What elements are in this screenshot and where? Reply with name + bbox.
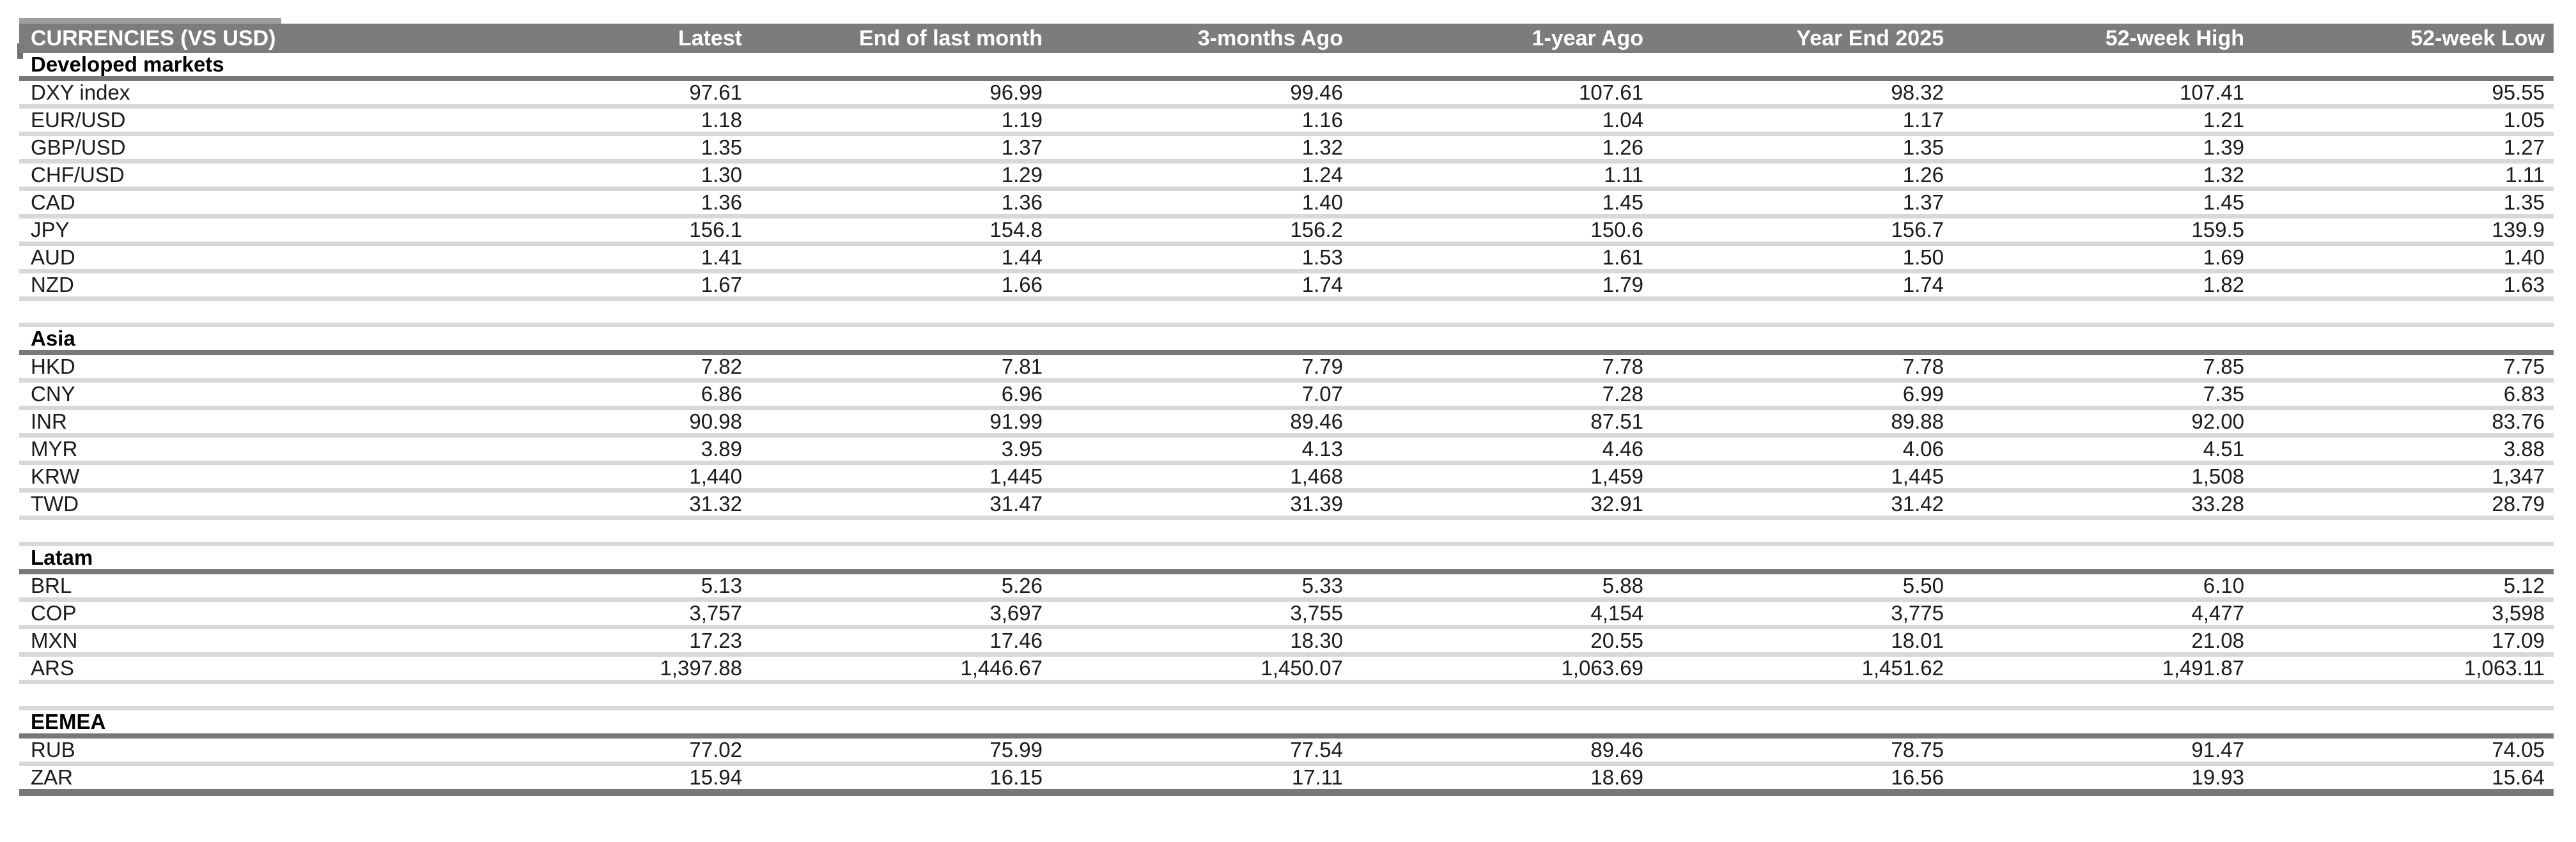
section-spacer-row [19, 682, 2554, 708]
cell-value: 1,459 [1352, 463, 1652, 491]
cell-value: 18.69 [1352, 764, 1652, 793]
cell-value: 1.40 [2253, 244, 2554, 272]
cell-value: 18.30 [1051, 627, 1352, 655]
cell-value: 1.26 [1652, 162, 1953, 189]
cell-value: 5.33 [1051, 572, 1352, 600]
table-row [19, 655, 2554, 682]
cell-value: 97.61 [451, 79, 751, 107]
cell-value: 3,697 [751, 600, 1051, 627]
cell-value: 89.46 [1352, 736, 1652, 764]
cell-value: 1.66 [751, 272, 1051, 299]
header-row [19, 24, 2554, 53]
row-label: ARS [19, 655, 451, 682]
cell-value: 5.88 [1352, 572, 1652, 600]
cell-value: 15.94 [451, 764, 751, 793]
table-row [19, 189, 2554, 217]
row-label: INR [19, 408, 451, 436]
cell-value: 5.13 [451, 572, 751, 600]
cell-value: 1.74 [1652, 272, 1953, 299]
cell-value: 3,755 [1051, 600, 1352, 627]
table-row [19, 353, 2554, 381]
cell-value: 89.46 [1051, 408, 1352, 436]
cell-value: 156.2 [1051, 217, 1352, 244]
cell-value: 20.55 [1352, 627, 1652, 655]
cell-value: 5.26 [751, 572, 1051, 600]
cell-value: 83.76 [2253, 408, 2554, 436]
cell-value: 6.96 [751, 381, 1051, 408]
column-header: 3-months Ago [1051, 24, 1352, 53]
table-row [19, 272, 2554, 299]
cell-value: 1.79 [1352, 272, 1652, 299]
cell-value: 33.28 [1953, 491, 2253, 518]
cell-value: 31.39 [1051, 491, 1352, 518]
cell-value: 3.88 [2253, 436, 2554, 463]
cell-value: 31.47 [751, 491, 1051, 518]
row-label: AUD [19, 244, 451, 272]
cell-value: 7.79 [1051, 353, 1352, 381]
row-label: MYR [19, 436, 451, 463]
row-label: KRW [19, 463, 451, 491]
cell-value: 1.37 [751, 134, 1051, 162]
cell-value: 89.88 [1652, 408, 1953, 436]
cell-value: 7.82 [451, 353, 751, 381]
cell-value: 4.13 [1051, 436, 1352, 463]
column-header: Latest [451, 24, 751, 53]
cell-value: 1.74 [1051, 272, 1352, 299]
cell-value: 1,063.69 [1352, 655, 1652, 682]
cell-value: 139.9 [2253, 217, 2554, 244]
table-row [19, 736, 2554, 764]
cell-value: 1.16 [1051, 107, 1352, 134]
cell-value: 6.10 [1953, 572, 2253, 600]
cell-value: 5.50 [1652, 572, 1953, 600]
cell-value: 91.47 [1953, 736, 2253, 764]
table-row [19, 463, 2554, 491]
cell-value: 99.46 [1051, 79, 1352, 107]
section-spacer [19, 518, 2554, 544]
cell-value: 5.12 [2253, 572, 2554, 600]
cell-value: 3,598 [2253, 600, 2554, 627]
cell-value: 1.35 [2253, 189, 2554, 217]
cell-value: 6.99 [1652, 381, 1953, 408]
cell-value: 1.24 [1051, 162, 1352, 189]
table-row [19, 764, 2554, 793]
table-header [19, 24, 2554, 53]
cell-value: 74.05 [2253, 736, 2554, 764]
row-label: JPY [19, 217, 451, 244]
cell-value: 7.75 [2253, 353, 2554, 381]
cell-value: 1,445 [1652, 463, 1953, 491]
row-label: EUR/USD [19, 107, 451, 134]
row-label: COP [19, 600, 451, 627]
cell-value: 7.35 [1953, 381, 2253, 408]
table-body [19, 53, 2554, 793]
section-title: Asia [19, 325, 2554, 353]
cell-value: 95.55 [2253, 79, 2554, 107]
cell-value: 1.41 [451, 244, 751, 272]
column-header: Year End 2025 [1652, 24, 1953, 53]
section-row [19, 708, 2554, 737]
cell-value: 1.19 [751, 107, 1051, 134]
column-header: 52-week Low [2253, 24, 2554, 53]
cell-value: 16.15 [751, 764, 1051, 793]
cell-value: 1.44 [751, 244, 1051, 272]
cell-value: 1.37 [1652, 189, 1953, 217]
cell-value: 1.11 [2253, 162, 2554, 189]
column-header: 52-week High [1953, 24, 2253, 53]
cell-value: 18.01 [1652, 627, 1953, 655]
cell-value: 87.51 [1352, 408, 1652, 436]
table-row [19, 408, 2554, 436]
cell-value: 107.61 [1352, 79, 1652, 107]
cell-value: 16.56 [1652, 764, 1953, 793]
cell-value: 91.99 [751, 408, 1051, 436]
cell-value: 7.81 [751, 353, 1051, 381]
cell-value: 1.27 [2253, 134, 2554, 162]
cell-value: 1.40 [1051, 189, 1352, 217]
cell-value: 154.8 [751, 217, 1051, 244]
table-row [19, 491, 2554, 518]
cell-value: 90.98 [451, 408, 751, 436]
cell-value: 1,063.11 [2253, 655, 2554, 682]
cell-value: 28.79 [2253, 491, 2554, 518]
cell-value: 1.53 [1051, 244, 1352, 272]
cell-value: 1.61 [1352, 244, 1652, 272]
row-label: TWD [19, 491, 451, 518]
cell-value: 19.93 [1953, 764, 2253, 793]
cell-value: 92.00 [1953, 408, 2253, 436]
cell-value: 6.83 [2253, 381, 2554, 408]
cell-value: 1,451.62 [1652, 655, 1953, 682]
cell-value: 77.54 [1051, 736, 1352, 764]
cell-value: 17.46 [751, 627, 1051, 655]
cell-value: 1.35 [1652, 134, 1953, 162]
section-spacer [19, 682, 2554, 708]
row-label: MXN [19, 627, 451, 655]
table-row [19, 600, 2554, 627]
cell-value: 1.67 [451, 272, 751, 299]
column-header: End of last month [751, 24, 1051, 53]
cell-value: 17.09 [2253, 627, 2554, 655]
column-header-currencies: CURRENCIES (VS USD) [19, 24, 451, 53]
cell-value: 3.95 [751, 436, 1051, 463]
cell-value: 1.50 [1652, 244, 1953, 272]
cell-value: 15.64 [2253, 764, 2554, 793]
section-row [19, 53, 2554, 79]
cell-value: 1.21 [1953, 107, 2253, 134]
cell-value: 1.36 [451, 189, 751, 217]
cell-value: 1.32 [1051, 134, 1352, 162]
cell-value: 6.86 [451, 381, 751, 408]
table-row [19, 217, 2554, 244]
cell-value: 3,757 [451, 600, 751, 627]
row-label: NZD [19, 272, 451, 299]
cell-value: 1,445 [751, 463, 1051, 491]
cell-value: 7.28 [1352, 381, 1652, 408]
cell-value: 1.17 [1652, 107, 1953, 134]
row-label: HKD [19, 353, 451, 381]
table-row [19, 627, 2554, 655]
cell-value: 1.69 [1953, 244, 2253, 272]
cell-value: 1.63 [2253, 272, 2554, 299]
cell-value: 159.5 [1953, 217, 2253, 244]
section-row [19, 325, 2554, 353]
cell-value: 1.45 [1352, 189, 1652, 217]
cell-value: 1.05 [2253, 107, 2554, 134]
cell-value: 156.7 [1652, 217, 1953, 244]
cell-value: 1.35 [451, 134, 751, 162]
cell-value: 3,775 [1652, 600, 1953, 627]
cell-value: 1.29 [751, 162, 1051, 189]
cell-value: 78.75 [1652, 736, 1953, 764]
section-title: Latam [19, 544, 2554, 572]
table-row [19, 572, 2554, 600]
cell-value: 75.99 [751, 736, 1051, 764]
cell-value: 1,508 [1953, 463, 2253, 491]
cell-value: 17.11 [1051, 764, 1352, 793]
column-header: 1-year Ago [1352, 24, 1652, 53]
section-spacer [19, 299, 2554, 325]
row-label: DXY index [19, 79, 451, 107]
cell-value: 107.41 [1953, 79, 2253, 107]
cell-value: 7.85 [1953, 353, 2253, 381]
table-row [19, 436, 2554, 463]
cell-value: 1.45 [1953, 189, 2253, 217]
table-row [19, 134, 2554, 162]
cell-value: 7.07 [1051, 381, 1352, 408]
table-row [19, 244, 2554, 272]
cell-value: 1.18 [451, 107, 751, 134]
table-row [19, 381, 2554, 408]
cell-value: 1.26 [1352, 134, 1652, 162]
table-row [19, 162, 2554, 189]
row-label: GBP/USD [19, 134, 451, 162]
cell-value: 1,450.07 [1051, 655, 1352, 682]
cell-value: 32.91 [1352, 491, 1652, 518]
row-label: CAD [19, 189, 451, 217]
cell-value: 77.02 [451, 736, 751, 764]
cell-value: 4.51 [1953, 436, 2253, 463]
cell-value: 1.36 [751, 189, 1051, 217]
cell-value: 1,446.67 [751, 655, 1051, 682]
cell-value: 1.04 [1352, 107, 1652, 134]
cell-value: 1.11 [1352, 162, 1652, 189]
cell-value: 96.99 [751, 79, 1051, 107]
cell-value: 1,468 [1051, 463, 1352, 491]
cell-value: 156.1 [451, 217, 751, 244]
row-label: BRL [19, 572, 451, 600]
cell-value: 31.42 [1652, 491, 1953, 518]
top-edge-artifact [19, 18, 281, 24]
section-row [19, 544, 2554, 572]
cell-value: 1,491.87 [1953, 655, 2253, 682]
cell-value: 1.30 [451, 162, 751, 189]
section-title: Developed markets [19, 53, 2554, 79]
cell-value: 3.89 [451, 436, 751, 463]
cell-value: 31.32 [451, 491, 751, 518]
currencies-table [19, 24, 2554, 796]
section-spacer-row [19, 518, 2554, 544]
cell-value: 1.32 [1953, 162, 2253, 189]
cell-value: 7.78 [1352, 353, 1652, 381]
cell-value: 1.82 [1953, 272, 2253, 299]
row-label: RUB [19, 736, 451, 764]
cell-value: 150.6 [1352, 217, 1652, 244]
cell-value: 1,347 [2253, 463, 2554, 491]
cell-value: 4.46 [1352, 436, 1652, 463]
cell-value: 21.08 [1953, 627, 2253, 655]
cell-value: 7.78 [1652, 353, 1953, 381]
cell-value: 4,477 [1953, 600, 2253, 627]
row-label: CNY [19, 381, 451, 408]
row-label: ZAR [19, 764, 451, 793]
section-title: EEMEA [19, 708, 2554, 737]
cell-value: 1,440 [451, 463, 751, 491]
cell-value: 1,397.88 [451, 655, 751, 682]
cell-value: 17.23 [451, 627, 751, 655]
cell-value: 4,154 [1352, 600, 1652, 627]
cell-value: 4.06 [1652, 436, 1953, 463]
table-row [19, 107, 2554, 134]
cell-value: 1.39 [1953, 134, 2253, 162]
row-label: CHF/USD [19, 162, 451, 189]
section-spacer-row [19, 299, 2554, 325]
table-row [19, 79, 2554, 107]
cell-value: 98.32 [1652, 79, 1953, 107]
